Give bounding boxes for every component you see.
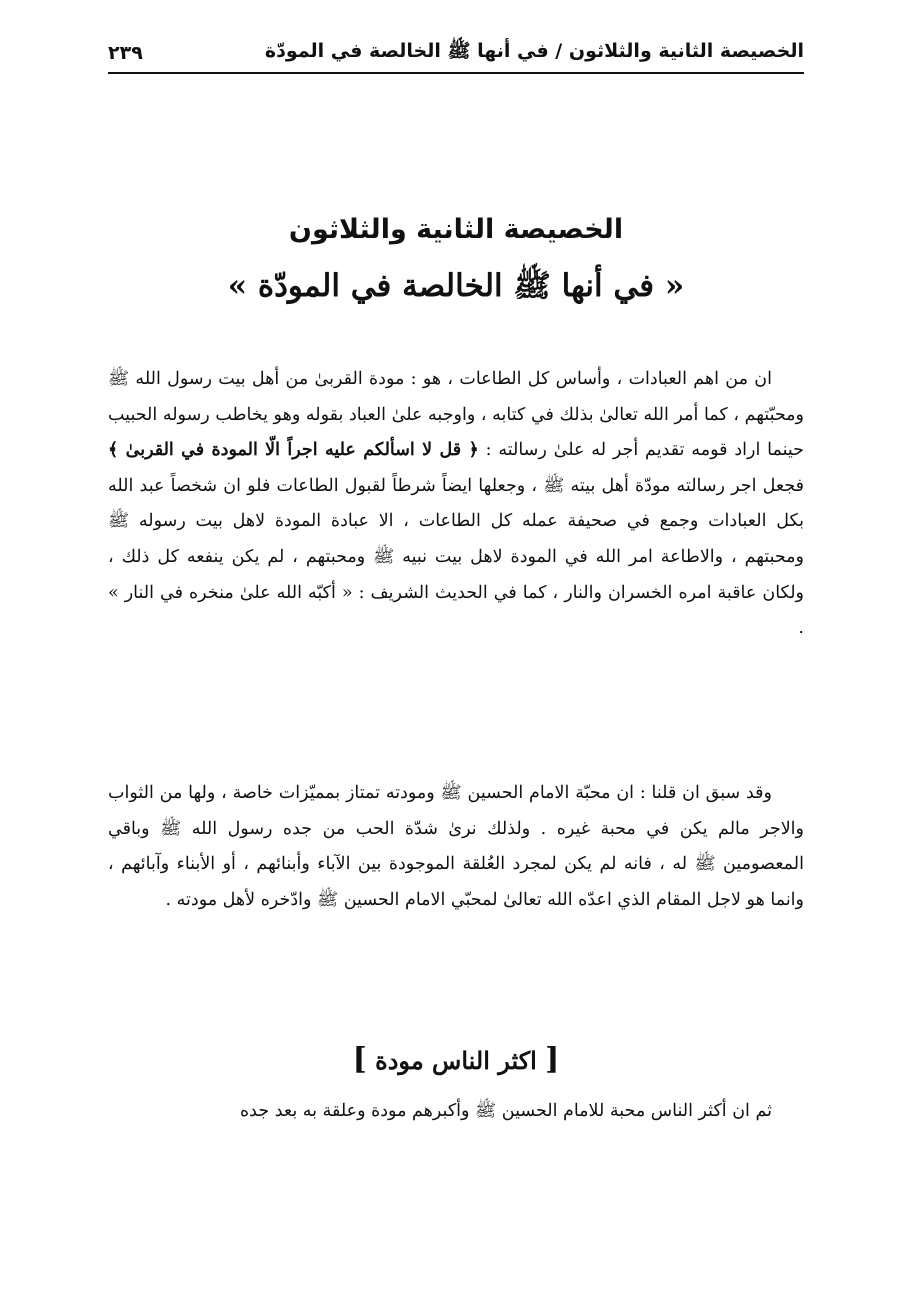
paragraph-1-text-a: ان من اهم العبادات ، وأساس كل الطاعات ، هو : مودة القربىٰ من أهل بيت رسول الله ﷺ ومحبّتهم ، كما أمر الله تعالىٰ بذلك في كتابه ، واوجبه علىٰ العباد بقوله وهو يخاطب رسوله الحبيب حينما اراد قومه تقديم أجر له علىٰ رسالته :	[108, 369, 804, 461]
chapter-title: الخصيصة الثانية والثلاثون	[288, 214, 624, 245]
page-number: ٢٣٩	[108, 42, 143, 64]
section-heading	[108, 1040, 804, 1081]
paragraph-2-text: وقد سبق ان قلنا : ان محبّة الامام الحسين ﷺ ومودته تمتاز بمميّزات خاصة ، ولها من الثواب والاجر مالم يكن في محبة غيره . ولذلك نرىٰ شدّة الحب من جده رسول الله ﷺ وباقي المعصومين ﷺ له ، فانه لم يكن لمجرد العُلقة الموجودة بين الآباء وأبنائهم ، أو الأبناء وآبائهم ، وانما هو لاجل المقام الذي اعدّه الله تعالىٰ لمحبّي الامام الحسين ﷺ وادّخره لأهل مودته .	[108, 783, 804, 910]
section-open-bracket: [	[545, 1042, 560, 1077]
running-header	[108, 36, 804, 70]
chapter-subtitle: « في أنها ﷺ الخالصة في المودّة »	[227, 268, 685, 304]
paragraph-1	[108, 362, 804, 647]
section-close-bracket: ]	[352, 1042, 367, 1077]
paragraph-3-text: ثم ان أكثر الناس محبة للامام الحسين ﷺ وأكبرهم مودة وعلقة به بعد جده	[239, 1101, 772, 1121]
quran-quote: ﴿ قل لا اسألكم عليه اجراً الّا المودة في القربىٰ ﴾	[108, 440, 479, 461]
paragraph-1-text-b: فجعل اجر رسالته مودّة أهل بيته ﷺ ، وجعلها ايضاً شرطاً لقبول الطاعات فلو ان شخصاً عبد الله بكل العبادات وجمع في صحيفة عمله كل الطاعات ، الا عبادة المودة لاهل بيت رسوله ﷺ ومحبتهم ، والاطاعة امر الله في المودة لاهل بيت نبيه ﷺ ومحبتهم ، لم يكن ينفعه كل ذلك ، ولكان عاقبة امره الخسران والنار ، كما في الحديث الشريف : « أكبّه الله علىٰ منخره في النار » .	[108, 475, 804, 639]
paragraph-2	[108, 776, 804, 918]
paragraph-3	[108, 1094, 804, 1130]
running-title: الخصيصة الثانية والثلاثون / في أنها ﷺ الخالصة في المودّة	[264, 40, 804, 62]
header-rule	[108, 72, 804, 74]
section-heading-text: اكثر الناس مودة	[375, 1046, 537, 1075]
